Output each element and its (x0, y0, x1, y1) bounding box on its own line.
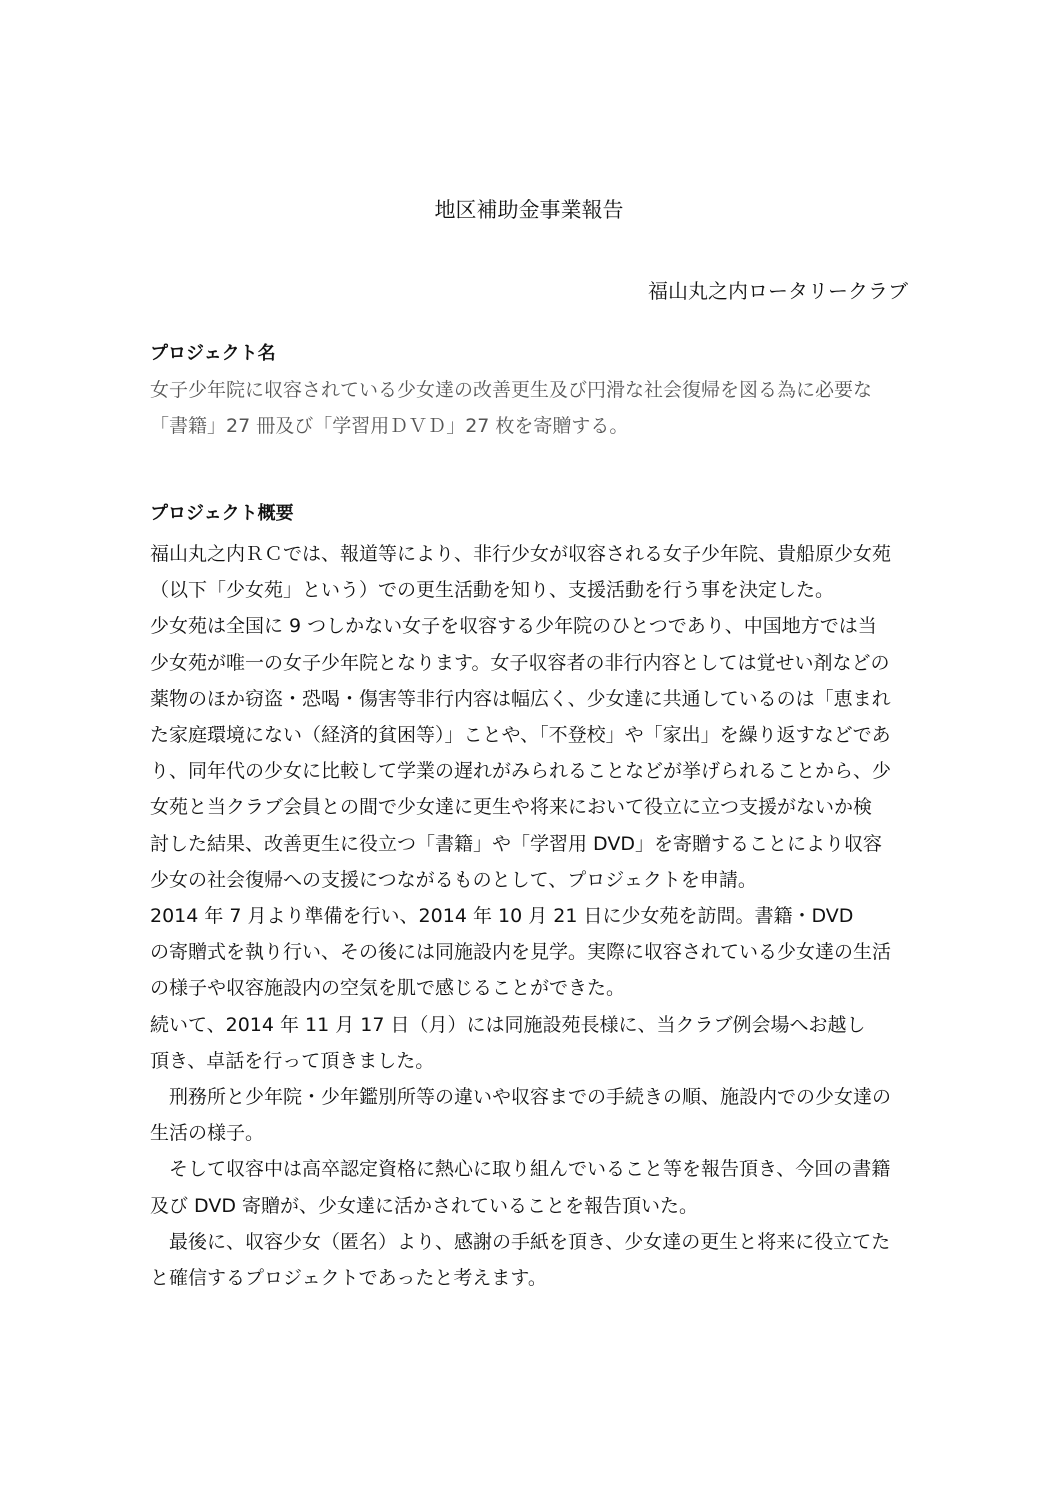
overview-line: （以下「少女苑」という）での更生活動を知り、支援活動を行う事を決定した。 (150, 579, 835, 602)
overview-line: 少女の社会復帰への支援につながるものとして、プロジェクトを申請。 (150, 868, 757, 891)
project-overview-heading: プロジェクト概要 (150, 503, 294, 524)
overview-line: 及び DVD 寄贈が、少女達に活かされていることを報告頂いた。 (150, 1194, 699, 1217)
overview-line: 討した結果、改善更生に役立つ「書籍」や「学習用 DVD」を寄贈することにより収容 (150, 832, 882, 855)
overview-line: 頂き、卓話を行って頂きました。 (150, 1049, 435, 1072)
overview-line: 福山丸之内ＲＣでは、報道等により、非行少女が収容される女子少年院、貴船原少女苑 (150, 543, 892, 565)
overview-line: 少女苑が唯一の女子少年院となります。女子収容者の非行内容としては覚せい剤などの (150, 651, 890, 674)
overview-line: 少女苑は全国に 9 つしかない女子を収容する少年院のひとつであり、中国地方では当 (150, 615, 877, 638)
organization-name: 福山丸之内ロータリークラブ (648, 279, 908, 303)
project-name-line: 「書籍」27 冊及び「学習用ＤＶＤ」27 枚を寄贈する。 (150, 415, 629, 438)
document-title: 地区補助金事業報告 (434, 198, 624, 222)
overview-line: と確信するプロジェクトであったと考えます。 (150, 1267, 547, 1290)
overview-line: 刑務所と少年院・少年鑑別所等の違いや収容までの手続きの順、施設内での少女達の (150, 1086, 892, 1109)
overview-line: 続いて、2014 年 11 月 17 日（月）には同施設苑長様に、当クラブ例会場へお越し (150, 1013, 866, 1036)
overview-line: の寄贈式を執り行い、その後には同施設内を見学。実際に収容されている少女達の生活 (150, 941, 892, 964)
project-name-heading: プロジェクト名 (150, 343, 276, 364)
overview-line: 2014 年 7 月より準備を行い、2014 年 10 月 21 日に少女苑を訪問。書籍・DVD (150, 905, 854, 928)
overview-line: 最後に、収容少女（匿名）より、感謝の手紙を頂き、少女達の更生と将来に役立てた (150, 1230, 891, 1253)
overview-line: た家庭環境にない（経済的貧困等）」ことや、「不登校」や「家出」を繰り返すなどであ (150, 724, 891, 747)
project-overview-section (150, 500, 910, 1296)
overview-line: 女苑と当クラブ会員との間で少女達に更生や将来において役立に立つ支援がないか検 (150, 796, 873, 819)
overview-line: り、同年代の少女に比較して学業の遅れがみられることなどが挙げられることから、少 (150, 760, 892, 783)
project-name-section (150, 340, 910, 444)
project-name-line: 女子少年院に収容されている少女達の改善更生及び円滑な社会復帰を図る為に必要な (150, 379, 873, 401)
overview-line: 薬物のほか窃盗・恐喝・傷害等非行内容は幅広く、少女達に共通しているのは「恵まれ (150, 687, 891, 710)
overview-line: 生活の様子。 (150, 1122, 265, 1145)
overview-line: そして収容中は高卒認定資格に熱心に取り組んでいること等を報告頂き、今回の書籍 (150, 1158, 891, 1181)
overview-line: の様子や収容施設内の空気を肌で感じることができた。 (150, 977, 626, 1000)
